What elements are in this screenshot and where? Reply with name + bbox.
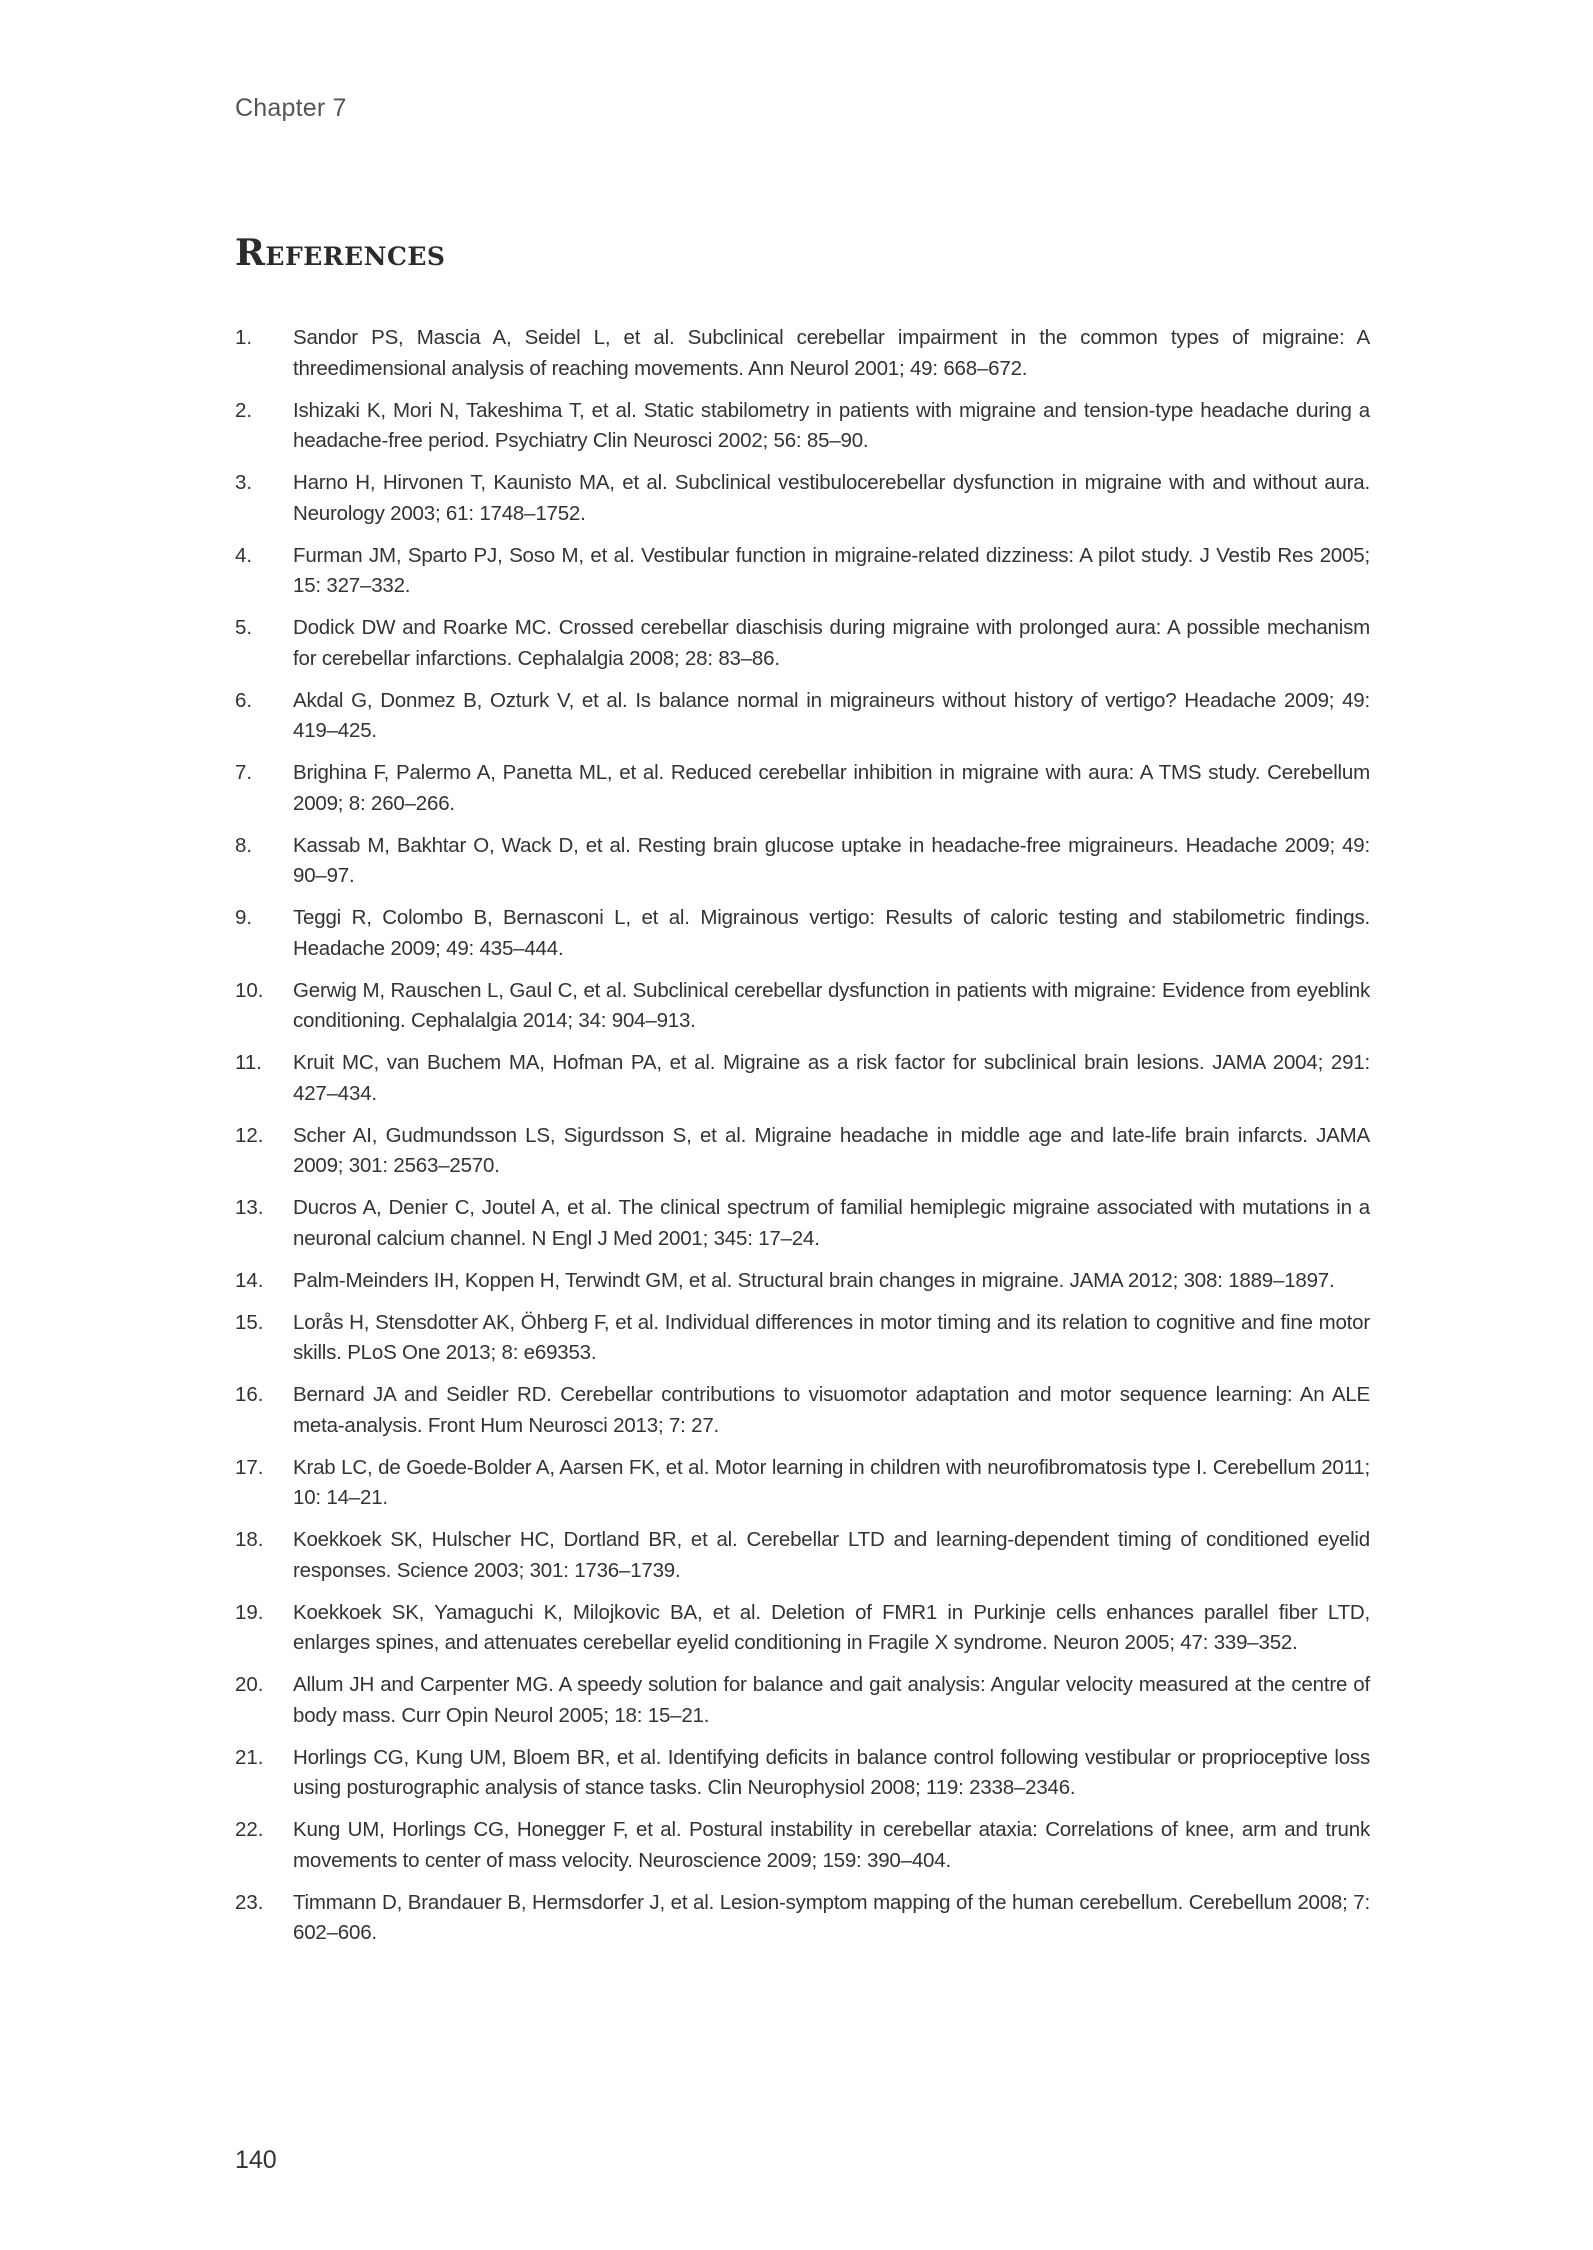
reference-number: 23.	[235, 1890, 264, 1914]
reference-text: Koekkoek SK, Yamaguchi K, Milojkovic BA, et al. Deletion of FMR1 in Purkinje cells enhances parallel fiber LTD, enlarges spines, and attenuates cerebellar eyelid conditioning in Fragile X syndrome. Neuron 2005; 47: 339–352.	[293, 1600, 1370, 1654]
reference-item	[235, 1888, 1370, 1949]
reference-number: 6.	[235, 688, 253, 712]
reference-item	[235, 758, 1370, 819]
reference-item	[235, 1048, 1370, 1109]
reference-text: Lorås H, Stensdotter AK, Öhberg F, et al. Individual differences in motor timing and its relation to cognitive and fine motor skills. PLoS One 2013; 8: e69353.	[293, 1310, 1370, 1364]
reference-item	[235, 903, 1370, 964]
reference-item	[235, 1743, 1370, 1804]
reference-item	[235, 1193, 1370, 1254]
reference-text: Teggi R, Colombo B, Bernasconi L, et al. Migrainous vertigo: Results of caloric testing and stabilometric findings. Headache 2009; 49: 435–444.	[293, 906, 1370, 960]
reference-text: Kassab M, Bakhtar O, Wack D, et al. Resting brain glucose uptake in headache-free migraineurs. Headache 2009; 49: 90–97.	[293, 833, 1370, 887]
reference-number: 7.	[235, 761, 253, 784]
reference-item	[235, 1266, 1370, 1297]
reference-number: 8.	[235, 833, 253, 857]
section-title: References	[235, 232, 446, 274]
reference-number: 11.	[235, 1051, 262, 1074]
reference-item	[235, 468, 1370, 529]
reference-item	[235, 1815, 1370, 1876]
reference-number: 16.	[235, 1383, 264, 1406]
reference-number: 4.	[235, 543, 253, 567]
reference-text: Kruit MC, van Buchem MA, Hofman PA, et al. Migraine as a risk factor for subclinical brain lesions. JAMA 2004; 291: 427–434.	[293, 1051, 1370, 1105]
reference-item	[235, 541, 1370, 602]
reference-text: Brighina F, Palermo A, Panetta ML, et al. Reduced cerebellar inhibition in migraine with aura: A TMS study. Cerebellum 2009; 8: 260–266.	[293, 761, 1370, 815]
reference-number: 12.	[235, 1123, 264, 1147]
reference-number: 13.	[235, 1196, 264, 1219]
reference-item	[235, 686, 1370, 747]
reference-text: Furman JM, Sparto PJ, Soso M, et al. Vestibular function in migraine-related dizziness: A pilot study. J Vestib Res 2005; 15: 327–332.	[293, 543, 1370, 597]
reference-text: Krab LC, de Goede-Bolder A, Aarsen FK, et al. Motor learning in children with neurofibromatosis type I. Cerebellum 2011; 10: 14–21.	[293, 1455, 1370, 1509]
reference-text: Kung UM, Horlings CG, Honegger F, et al. Postural instability in cerebellar ataxia: Correlations of knee, arm and trunk movements to center of mass velocity. Neuroscience 2009; 159: 390–404.	[293, 1818, 1370, 1872]
reference-number: 22.	[235, 1818, 264, 1841]
reference-item	[235, 323, 1370, 384]
reference-text: Horlings CG, Kung UM, Bloem BR, et al. Identifying deficits in balance control following vestibular or proprioceptive loss using posturographic analysis of stance tasks. Clin Neurophysiol 2008; 119: 2338–2346.	[293, 1745, 1370, 1799]
reference-item	[235, 976, 1370, 1037]
reference-item	[235, 1598, 1370, 1659]
reference-item	[235, 1380, 1370, 1441]
reference-text: Bernard JA and Seidler RD. Cerebellar contributions to visuomotor adaptation and motor sequence learning: An ALE meta-analysis. Front Hum Neurosci 2013; 7: 27.	[293, 1383, 1370, 1437]
reference-number: 15.	[235, 1310, 264, 1334]
reference-text: Dodick DW and Roarke MC. Crossed cerebellar diaschisis during migraine with prolonged aura: A possible mechanism for cerebellar infarctions. Cephalalgia 2008; 28: 83–86.	[293, 616, 1370, 670]
reference-number: 20.	[235, 1673, 264, 1696]
reference-item	[235, 1525, 1370, 1586]
reference-number: 5.	[235, 616, 253, 639]
reference-text: Sandor PS, Mascia A, Seidel L, et al. Subclinical cerebellar impairment in the common types of migraine: A threedimensional analysis of reaching movements. Ann Neurol 2001; 49: 668–672.	[293, 326, 1370, 380]
reference-number: 1.	[235, 326, 253, 349]
reference-number: 3.	[235, 471, 253, 494]
reference-item	[235, 396, 1370, 457]
reference-number: 18.	[235, 1528, 264, 1551]
reference-text: Palm-Meinders IH, Koppen H, Terwindt GM, et al. Structural brain changes in migraine. JAMA 2012; 308: 1889–1897.	[293, 1268, 1335, 1292]
reference-text: Koekkoek SK, Hulscher HC, Dortland BR, et al. Cerebellar LTD and learning-dependent timing of conditioned eyelid responses. Science 2003; 301: 1736–1739.	[293, 1528, 1370, 1582]
reference-text: Allum JH and Carpenter MG. A speedy solution for balance and gait analysis: Angular velocity measured at the centre of body mass. Curr Opin Neurol 2005; 18: 15–21.	[293, 1673, 1370, 1727]
reference-item	[235, 1453, 1370, 1514]
reference-item	[235, 1308, 1370, 1369]
reference-list	[235, 323, 1370, 1960]
reference-number: 19.	[235, 1600, 264, 1624]
reference-text: Akdal G, Donmez B, Ozturk V, et al. Is balance normal in migraineurs without history of vertigo? Headache 2009; 49: 419–425.	[293, 688, 1370, 742]
reference-number: 10.	[235, 978, 264, 1002]
reference-text: Gerwig M, Rauschen L, Gaul C, et al. Subclinical cerebellar dysfunction in patients with migraine: Evidence from eyeblink conditioning. Cephalalgia 2014; 34: 904–913.	[293, 978, 1370, 1032]
reference-item	[235, 1670, 1370, 1731]
reference-number: 17.	[235, 1455, 264, 1479]
running-head: Chapter 7	[235, 94, 347, 122]
reference-number: 2.	[235, 398, 253, 422]
reference-item	[235, 1121, 1370, 1182]
reference-item	[235, 831, 1370, 892]
reference-text: Scher AI, Gudmundsson LS, Sigurdsson S, et al. Migraine headache in middle age and late-life brain infarcts. JAMA 2009; 301: 2563–2570.	[293, 1123, 1370, 1177]
reference-number: 14.	[235, 1268, 264, 1292]
reference-text: Harno H, Hirvonen T, Kaunisto MA, et al. Subclinical vestibulocerebellar dysfunction in migraine with and without aura. Neurology 2003; 61: 1748–1752.	[293, 471, 1370, 525]
reference-text: Timmann D, Brandauer B, Hermsdorfer J, et al. Lesion-symptom mapping of the human cerebellum. Cerebellum 2008; 7: 602–606.	[293, 1890, 1370, 1944]
reference-text: Ducros A, Denier C, Joutel A, et al. The clinical spectrum of familial hemiplegic migraine associated with mutations in a neuronal calcium channel. N Engl J Med 2001; 345: 17–24.	[293, 1196, 1370, 1250]
reference-text: Ishizaki K, Mori N, Takeshima T, et al. Static stabilometry in patients with migraine and tension-type headache during a headache-free period. Psychiatry Clin Neurosci 2002; 56: 85–90.	[293, 398, 1370, 452]
page-number: 140	[235, 2146, 277, 2174]
reference-item	[235, 613, 1370, 674]
reference-number: 21.	[235, 1745, 264, 1769]
reference-number: 9.	[235, 906, 253, 929]
